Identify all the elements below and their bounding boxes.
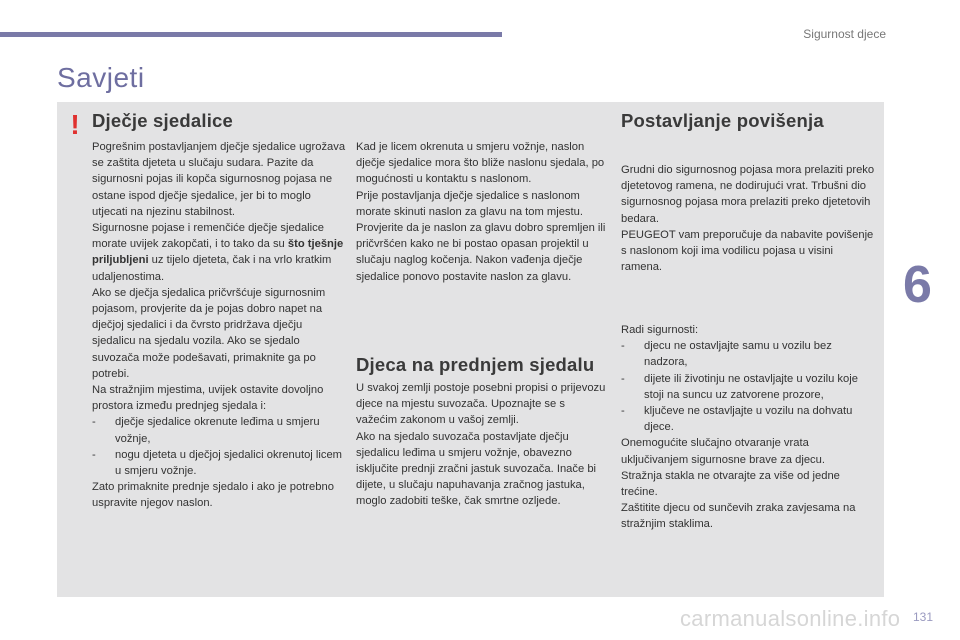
left-column [92, 139, 346, 512]
middle-paragraph-1: Kad je licem okrenuta u smjeru vožnje, naslon dječje sjedalice mora što bliže naslonu sjedala, po mogućnosti u kontaktu s naslonom. [356, 141, 605, 186]
left-paragraph-2: Sigurnosne pojase i remenčiće dječje sjedalice morate uvijek zakopčati, i to tako da su što tješnje priljubljeni uz tijelo djeteta, čak i na vrlo kratkim udaljenostima. [92, 222, 344, 283]
watermark: carmanualsonline.info [680, 606, 901, 631]
left-paragraph-3: Ako se dječja sjedalica pričvršćuje sigurnosnim pojasom, provjerite da je pojas dobro napet na dječjoj sjedalici i da čvrsto pridržava dječju sjedalicu na sjedalu vozila. Ako se sjedalo suvozača može podešavati, primaknite ga po potrebi. [92, 286, 326, 380]
left-paragraph-4: Na stražnjim mjestima, uvijek ostavite dovoljno prostora između prednjeg sjedala i: [92, 384, 324, 413]
list-item: - dječje sjedalice okrenute leđima u smjeru vožnje, [92, 416, 320, 445]
section-label: Sigurnost djece [803, 27, 886, 41]
list-item: - dijete ili životinju ne ostavljajte u vozilu koje stoji na suncu uz zatvorene prozore, [621, 372, 858, 401]
right-paragraph-3: Radi sigurnosti: [621, 324, 699, 336]
right-column-bottom [621, 322, 877, 533]
list-item: - djecu ne ostavljajte samu u vozilu bez nadzora, [621, 340, 832, 369]
middle-paragraph-2: Prije postavljanja dječje sjedalice s naslonom morate skinuti naslon za glavu na tom mjestu. Provjerite da je naslon za glavu dobro spremljen ili pričvršćen kako ne bi postao opasan projektil u slučaju naglog kočenja. Nakon vađenja dječje sjedalice ponovo postavite naslon za glavu. [356, 189, 606, 283]
heading-booster: Postavljanje povišenja [621, 110, 824, 131]
left-paragraph-5: Zato primaknite prednje sjedalo i ako je potrebno uspravite njegov naslon. [92, 481, 334, 510]
right-paragraph-6: Zaštitite djecu od sunčevih zraka zavjesama na stražnjim staklima. [621, 502, 856, 531]
middle-paragraph-3: U svakoj zemlji postoje posebni propisi o prijevozu djece na mjestu suvozača. Upoznajte se s važećim zakonom u vašoj zemlji. [356, 382, 606, 427]
right-paragraph-1: Grudni dio sigurnosnog pojasa mora prelaziti preko djetetovog ramena, ne dodirujući vrat. Trbušni dio sigurnosnog pojasa mora prelaziti preko djetetovih bedara. [621, 164, 875, 225]
emphasis-text: što tješnje priljubljeni [92, 238, 344, 267]
right-paragraph-4: Onemogućite slučajno otvaranje vrata uključivanjem sigurnosne brave za djecu. [621, 437, 825, 466]
chapter-number: 6 [903, 256, 932, 314]
page-number: 131 [913, 610, 934, 624]
middle-paragraph-4: Ako na sjedalo suvozača postavljate dječju sjedalicu leđima u smjeru vožnje, obavezno isključite prednji zračni jastuk suvozača. Inače bi dijete, u slučaju napuhavanja zračnog jastuka, moglo zadobiti teške, čak smrtne ozljede. [356, 430, 597, 508]
right-paragraph-2: PEUGEOT vam preporučuje da nabavite povišenje s naslonom koji ima vodilicu pojasa u visini ramena. [621, 228, 874, 274]
right-paragraph-5: Stražnja stakla ne otvarajte za više od jedne trećine. [621, 469, 840, 499]
middle-column-bottom [356, 380, 608, 510]
header-accent-bar [0, 32, 502, 37]
left-paragraph-1: Pogrešnim postavljanjem dječje sjedalice ugrožava se zaštita djeteta u slučaju sudara. Pazite da sigurnosni pojas ili kopča sigurnosnog pojasa ne ostane ispod dječje sjedalice, jer bi to moglo utjecati na njezinu stabilnost. [92, 141, 346, 218]
middle-column-top [356, 139, 608, 285]
heading-child-seats: Dječje sjedalice [92, 110, 234, 131]
heading-front-seat: Djeca na prednjem sjedalu [356, 354, 595, 375]
list-item: - nogu djeteta u dječjoj sjedalici okrenutoj licem u smjeru vožnje. [92, 448, 342, 478]
right-column-top [621, 162, 877, 275]
warning-icon: ! [70, 109, 80, 140]
page-title: Savjeti [57, 62, 145, 93]
list-item: - ključeve ne ostavljajte u vozilu na dohvatu djece. [621, 405, 853, 434]
